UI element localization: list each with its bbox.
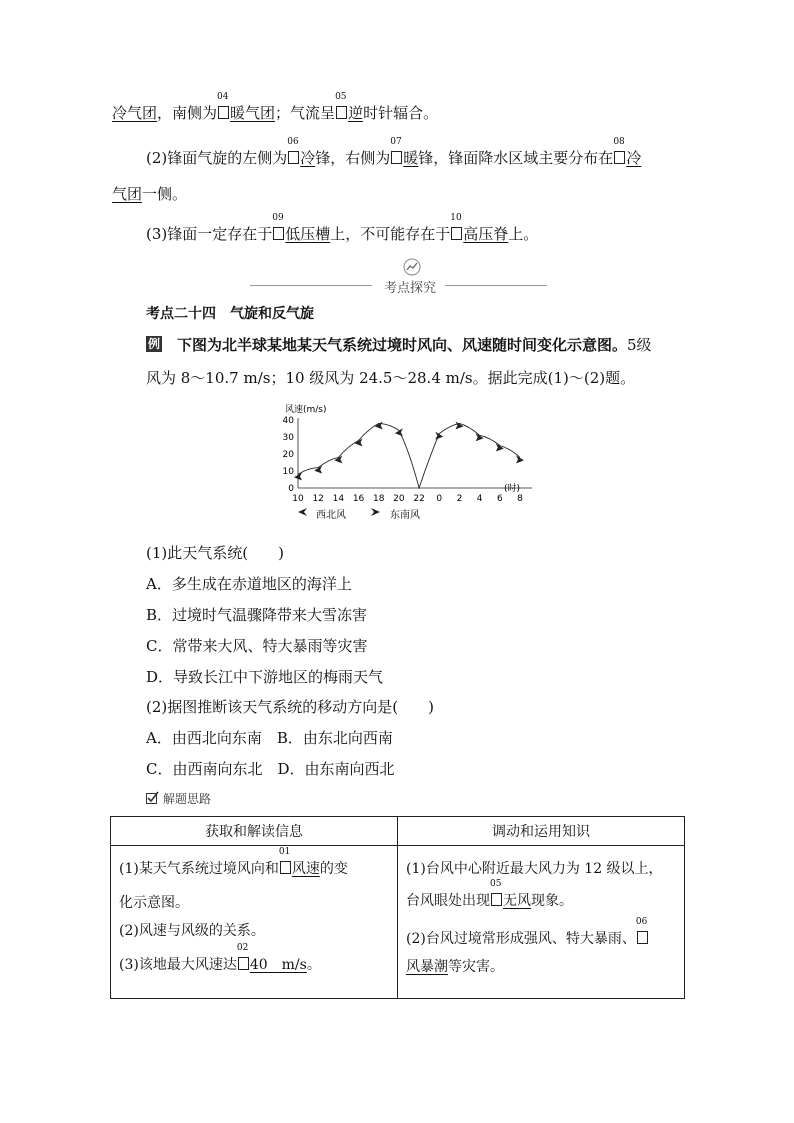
cell-text: 的变 xyxy=(319,861,348,877)
blank-box xyxy=(278,847,291,874)
wind-chart xyxy=(282,398,542,528)
q2-options-ab: A．由西北向东南 B．由东北向西南 xyxy=(146,729,393,747)
section-label: 考点探究 xyxy=(384,281,437,296)
para3-text: 上，不可能存在于 xyxy=(330,225,451,243)
q1-option-b: B．过境时气温骤降带来大雪冻害 xyxy=(146,606,368,624)
blank-number: 07 xyxy=(390,137,402,147)
x-tick-label: 2 xyxy=(456,494,463,504)
x-tick-label: 14 xyxy=(332,494,345,504)
cell-text: 台风眼处出现 xyxy=(406,893,490,909)
blank-box xyxy=(613,137,625,164)
southeast-wind-marker xyxy=(435,432,443,440)
blank-box xyxy=(217,92,229,119)
para2-answer: 气团 xyxy=(112,185,143,203)
example-badge: 例 xyxy=(147,337,160,351)
legend-southeast: 东南风 xyxy=(390,510,420,521)
blank-number: 05 xyxy=(335,92,347,102)
para2-text: 锋，右侧为 xyxy=(315,149,391,167)
table-right-line2 xyxy=(406,879,676,912)
southeast-wind-marker xyxy=(496,444,504,452)
q1-option-c: C．常带来大风、特大暴雨等灾害 xyxy=(146,637,368,655)
cell-text: (2)台风过境常形成强风、特大暴雨、 xyxy=(406,931,636,947)
para2-line1 xyxy=(146,137,642,168)
para2-text: (2)锋面气旋的左侧为 xyxy=(146,149,288,167)
northwest-wind-marker xyxy=(395,428,403,436)
table-header-right: 调动和运用知识 xyxy=(398,817,685,846)
para2-text: 一侧。 xyxy=(142,185,188,203)
q2-options-cd: C．由西南向东北 D．由东南向西北 xyxy=(146,760,395,778)
northwest-wind-icon xyxy=(298,508,307,516)
cell-text: (3)该地最大风速达 xyxy=(119,957,237,973)
y-tick-label: 30 xyxy=(282,433,294,443)
cell-text: 。 xyxy=(306,957,321,973)
blank-box xyxy=(390,137,402,164)
x-tick-label: 18 xyxy=(373,494,385,504)
northwest-wind-marker xyxy=(314,466,322,474)
q1-option-d: D．导致长江中下游地区的梅雨天气 xyxy=(146,668,384,686)
blank-number: 09 xyxy=(272,213,284,223)
blank-box xyxy=(490,879,502,906)
para3-line xyxy=(146,213,539,244)
blank-number: 06 xyxy=(287,137,299,147)
blank-box xyxy=(335,92,347,119)
table-cell-right xyxy=(398,846,685,999)
example-line1 xyxy=(177,335,652,355)
table-header-left: 获取和解读信息 xyxy=(111,817,398,846)
southeast-wind-icon xyxy=(371,508,380,516)
cell-text: 等灾害。 xyxy=(448,959,504,975)
para2-answer: 暖 xyxy=(403,149,419,167)
cell-text: 现象。 xyxy=(531,893,573,909)
para2-text: 锋，锋面降水区域主要分布在 xyxy=(418,149,614,167)
solution-label: 解题思路 xyxy=(163,792,212,806)
blank-number: 04 xyxy=(217,92,229,102)
x-axis-label: (时) xyxy=(504,484,521,494)
blank-box xyxy=(236,943,249,970)
southeast-wind-marker xyxy=(516,455,524,463)
para1-text: ，南侧为 xyxy=(157,104,218,122)
para3-text: 上。 xyxy=(508,225,539,243)
x-tick-label: 8 xyxy=(517,494,523,504)
blank-number: 02 xyxy=(236,943,249,953)
separator-line-right xyxy=(445,285,547,286)
legend-northwest: 西北风 xyxy=(316,510,346,521)
topic-title: 考点二十四 气旋和反气旋 xyxy=(146,306,314,322)
wind-speed-line xyxy=(298,423,520,488)
x-tick-label: 16 xyxy=(352,494,365,504)
para1-answer: 暖气团 xyxy=(230,104,276,122)
table-left-line3: (2)风速与风级的关系。 xyxy=(119,923,265,939)
blank-box xyxy=(450,213,462,240)
y-tick-label: 20 xyxy=(282,450,294,460)
table-left-line2: 化示意图。 xyxy=(119,895,189,911)
blank-number: 05 xyxy=(490,879,502,889)
x-tick-label: 6 xyxy=(496,494,503,504)
blank-box xyxy=(635,917,648,944)
para3-text: (3)锋面一定存在于 xyxy=(146,225,273,243)
southeast-wind-marker xyxy=(455,421,463,429)
cell-answer: 风暴潮 xyxy=(406,959,448,975)
trend-icon xyxy=(403,258,421,276)
cell-text: (1)某天气系统过境风向和 xyxy=(119,861,279,877)
y-axis-label: 风速(m/s) xyxy=(285,405,327,415)
cell-answer: 40 m/s xyxy=(249,957,307,973)
para2-answer: 冷 xyxy=(626,149,642,167)
x-tick-label: 0 xyxy=(436,494,443,504)
x-tick-label: 10 xyxy=(292,494,304,504)
y-tick-label: 40 xyxy=(282,416,294,426)
para1-text: 冷气团 xyxy=(112,104,158,122)
para2-answer: 冷 xyxy=(300,149,316,167)
table-right-line1: (1)台风中心附近最大风力为 12 级以上， xyxy=(406,861,663,877)
q1-option-a: A．多生成在赤道地区的海洋上 xyxy=(146,575,352,593)
blank-number: 01 xyxy=(278,847,291,857)
para1-answer: 逆 xyxy=(348,104,364,122)
table-right-line3 xyxy=(406,917,676,950)
x-tick-label: 4 xyxy=(476,494,483,504)
example-bold-text: 下图为北半球某地某天气系统过境时风向、风速随时间变化示意图。 xyxy=(177,336,628,354)
blank-box xyxy=(272,213,284,240)
para2-line2 xyxy=(112,184,187,204)
para1-text: ；气流呈 xyxy=(275,104,336,122)
blank-box xyxy=(287,137,299,164)
x-tick-label: 22 xyxy=(413,494,425,504)
table-left-line4 xyxy=(119,943,389,976)
northwest-wind-marker xyxy=(334,455,342,463)
x-tick-label: 20 xyxy=(393,494,405,504)
analysis-table xyxy=(110,816,685,999)
example-text: 5级 xyxy=(627,336,652,354)
blank-number: 08 xyxy=(613,137,625,147)
para3-answer: 低压槽 xyxy=(285,225,331,243)
q1-stem: (1)此天气系统( ) xyxy=(146,544,284,562)
para3-answer: 高压脊 xyxy=(463,225,509,243)
cell-answer: 无风 xyxy=(503,893,531,909)
blank-number: 06 xyxy=(635,917,648,927)
cell-answer: 风速 xyxy=(291,861,320,877)
para1-line xyxy=(112,92,439,123)
southeast-wind-marker xyxy=(476,433,484,441)
y-tick-label: 10 xyxy=(282,467,294,477)
checkbox-icon xyxy=(146,791,159,804)
example-line2: 风为 8～10.7 m/s；10 级风为 24.5～28.4 m/s。据此完成(1)～(2)题。 xyxy=(146,369,636,387)
para1-text: 时针辐合。 xyxy=(363,104,439,122)
separator-line-left xyxy=(250,285,372,286)
y-tick-label: 0 xyxy=(288,484,294,494)
x-tick-label: 12 xyxy=(312,494,324,504)
table-left-line1 xyxy=(119,847,389,880)
table-right-line4 xyxy=(406,956,676,978)
q2-stem: (2)据图推断该天气系统的移动方向是( ) xyxy=(146,698,434,716)
table-cell-left xyxy=(111,846,398,999)
blank-number: 10 xyxy=(450,213,462,223)
